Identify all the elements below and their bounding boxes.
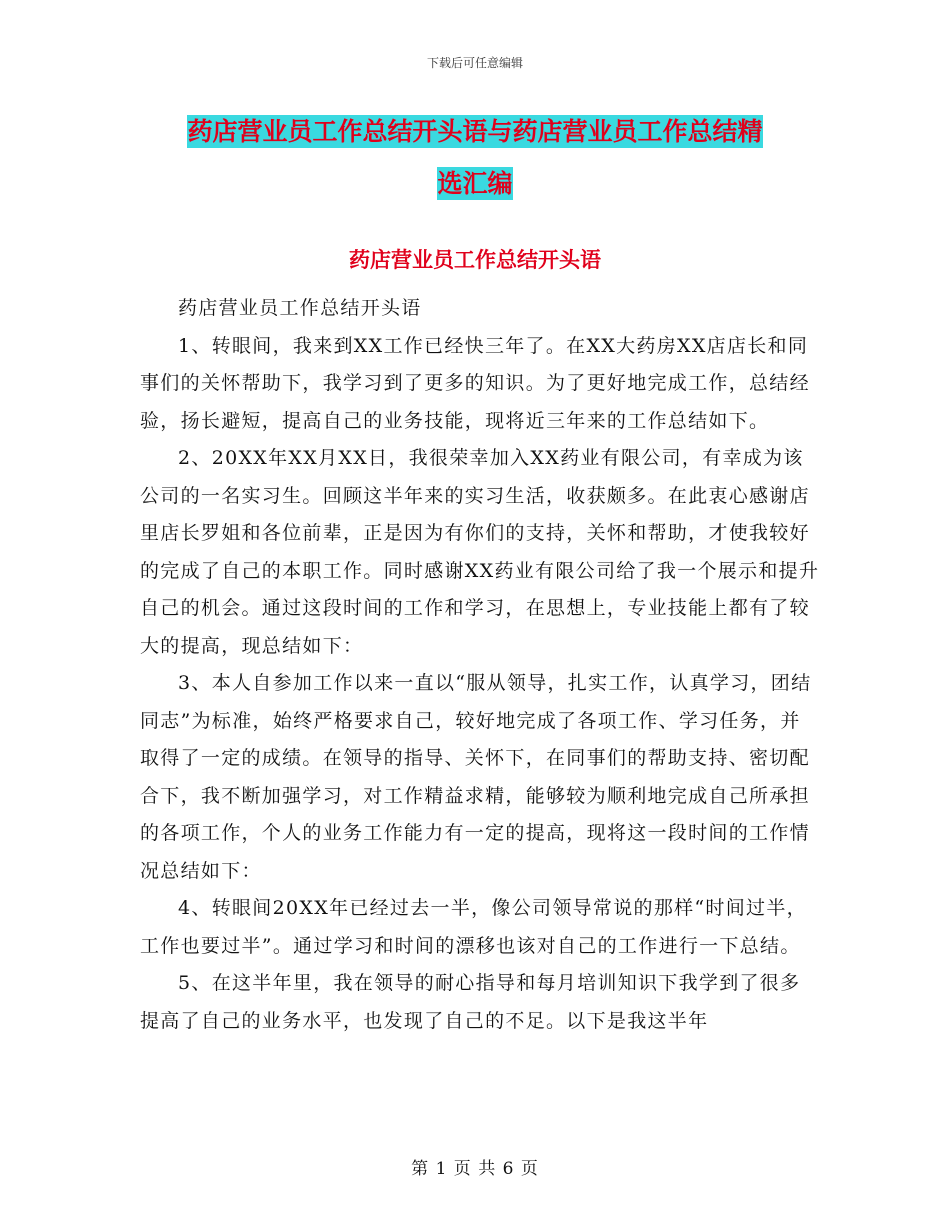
paragraph-subheading: 药店营业员工作总结开头语: [178, 297, 422, 319]
document-body: [140, 290, 820, 1040]
paragraph-2: 2、20XX年XX月XX日，我很荣幸加入XX药业有限公司，有幸成为该公司的一名实习生。回顾这半年来的实习生活，收获颇多。在此衷心感谢店里店长罗姐和各位前辈，正是因为有你们的支持，关怀和帮助，才使我较好的完成了自己的本职工作。同时感谢XX药业有限公司给了我一个展示和提升自己的机会。通过这段时间的工作和学习，在思想上，专业技能上都有了较大的提高，现总结如下：: [140, 447, 820, 657]
paragraph-3: 3、本人自参加工作以来一直以“服从领导，扎实工作，认真学习，团结同志”为标准，始终严格要求自己，较好地完成了各项工作、学习任务，并取得了一定的成绩。在领导的指导、关怀下，在同事们的帮助支持、密切配合下，我不断加强学习，对工作精益求精，能够较为顺利地完成自己所承担的各项工作，个人的业务工作能力有一定的提高，现将这一段时间的工作情况总结如下：: [140, 672, 812, 882]
paragraph-4: 4、转眼间20XX年已经过去一半，像公司领导常说的那样“时间过半，工作也要过半”。通过学习和时间的漂移也该对自己的工作进行一下总结。: [140, 897, 807, 957]
document-title-line-1: 药店营业员工作总结开头语与药店营业员工作总结精: [187, 117, 763, 146]
document-title: [140, 106, 810, 210]
paragraph-1: 1、转眼间，我来到XX工作已经快三年了。在XX大药房XX店店长和同事们的关怀帮助下，我学习到了更多的知识。为了更好地完成工作，总结经验，扬长避短，提高自己的业务技能，现将近三年来的工作总结如下。: [140, 334, 810, 432]
page-header-note: 下载后可任意编辑: [426, 56, 523, 70]
page-number-footer: 第 1 页 共 6 页: [411, 1159, 539, 1179]
section-heading: 药店营业员工作总结开头语: [349, 248, 601, 272]
paragraph-5: 5、在这半年里，我在领导的耐心指导和每月培训知识下我学到了很多提高了自己的业务水平，也发现了自己的不足。以下是我这半年: [140, 972, 801, 1032]
document-title-line-2: 选汇编: [437, 169, 513, 198]
